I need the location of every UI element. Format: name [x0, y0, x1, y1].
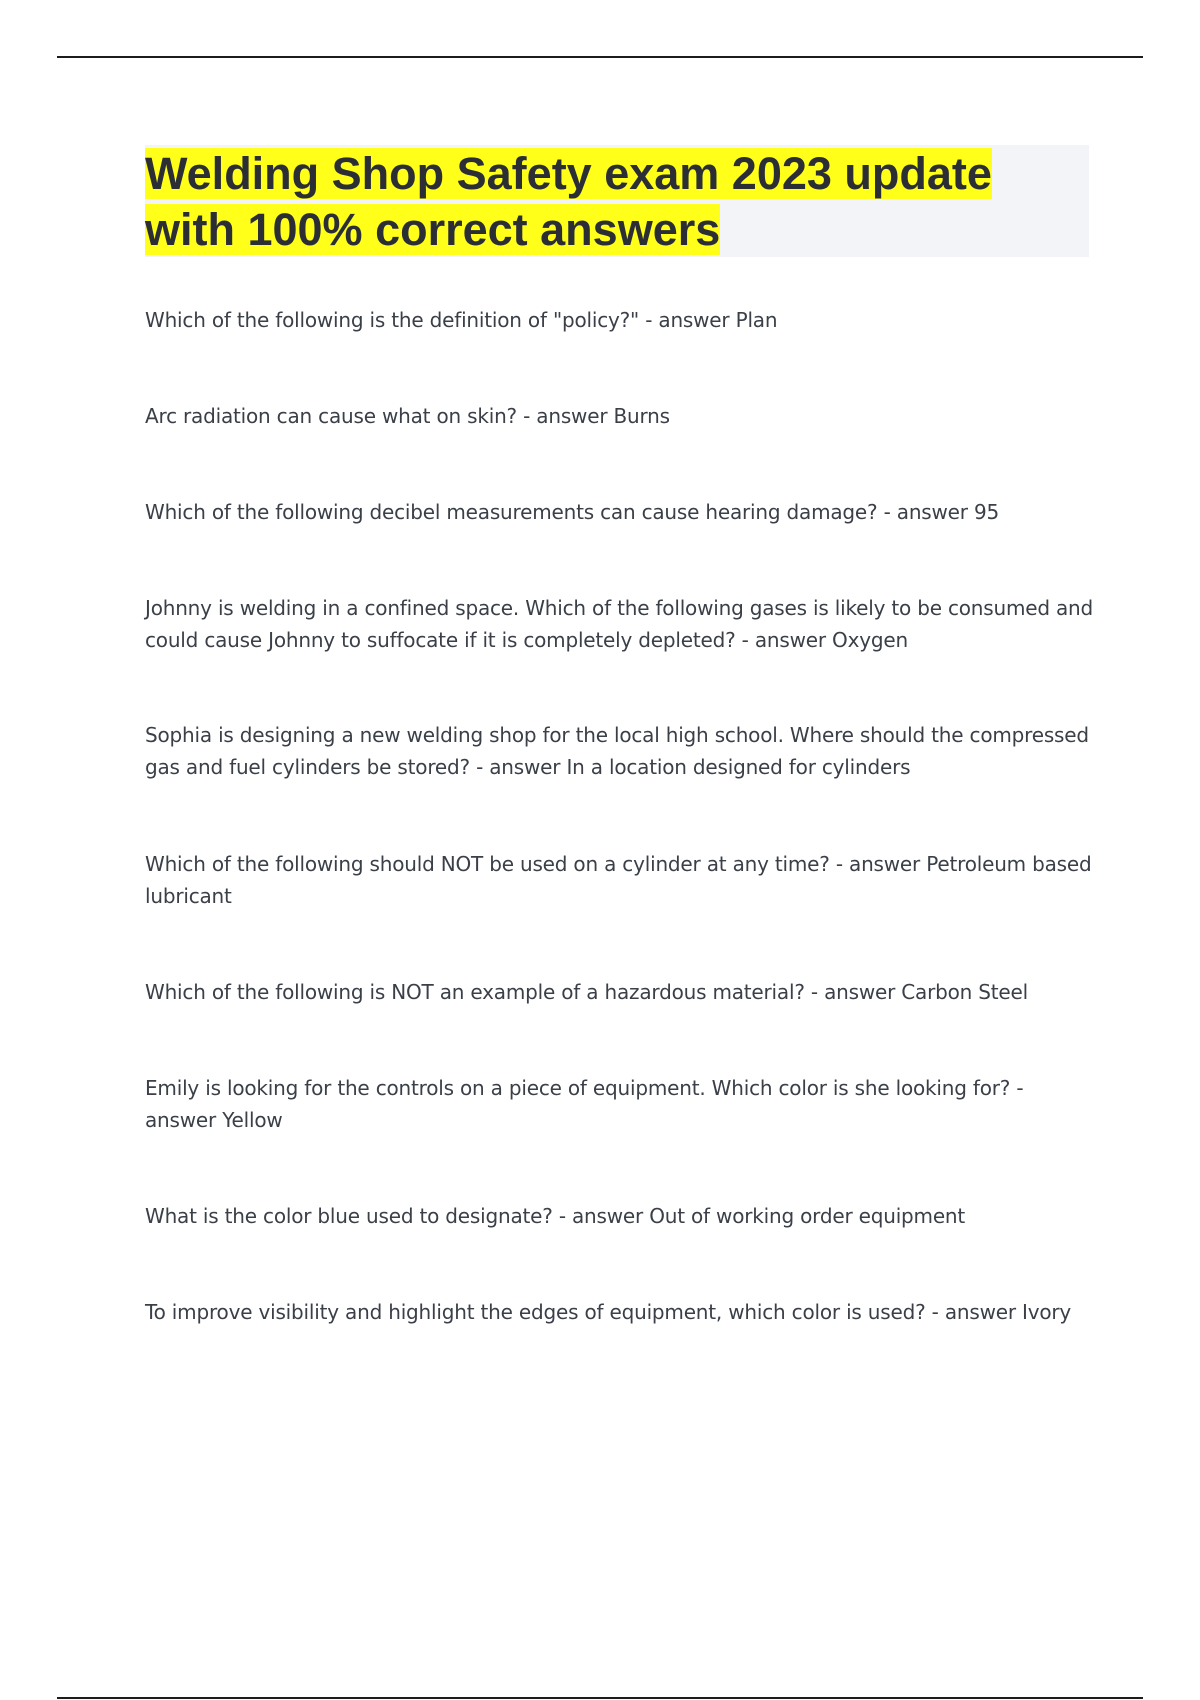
qa-item-4: Johnny is welding in a confined space. Which of the following gases is likely to be consumed and could cause Johnny to suffocate if it is completely depleted? - answer Oxygen	[145, 596, 1094, 652]
title-line-1: Welding Shop Safety exam 2023 update	[145, 148, 992, 199]
document-title	[145, 146, 1085, 258]
qa-item-6: Which of the following should NOT be used on a cylinder at any time? - answer Petroleum based lubricant	[145, 852, 1092, 908]
qa-item-8: Emily is looking for the controls on a piece of equipment. Which color is she looking for? - answer Yellow	[145, 1076, 1024, 1132]
qa-item-2: Arc radiation can cause what on skin? - answer Burns	[145, 404, 670, 428]
qa-item-10: To improve visibility and highlight the edges of equipment, which color is used? - answer Ivory	[145, 1300, 1072, 1324]
title-line-2: with 100% correct answers	[145, 204, 721, 255]
qa-item-7: Which of the following is NOT an example of a hazardous material? - answer Carbon Steel	[145, 980, 1028, 1004]
bottom-rule	[57, 1697, 1143, 1699]
qa-item-5: Sophia is designing a new welding shop for the local high school. Where should the compressed gas and fuel cylinders be stored? - answer In a location designed for cylinders	[145, 723, 1089, 779]
qa-item-9: What is the color blue used to designate? - answer Out of working order equipment	[145, 1204, 966, 1228]
qa-item-3: Which of the following decibel measurements can cause hearing damage? - answer 95	[145, 500, 1000, 524]
qa-item-1: Which of the following is the definition of "policy?" - answer Plan	[145, 308, 778, 332]
top-rule	[57, 56, 1143, 58]
